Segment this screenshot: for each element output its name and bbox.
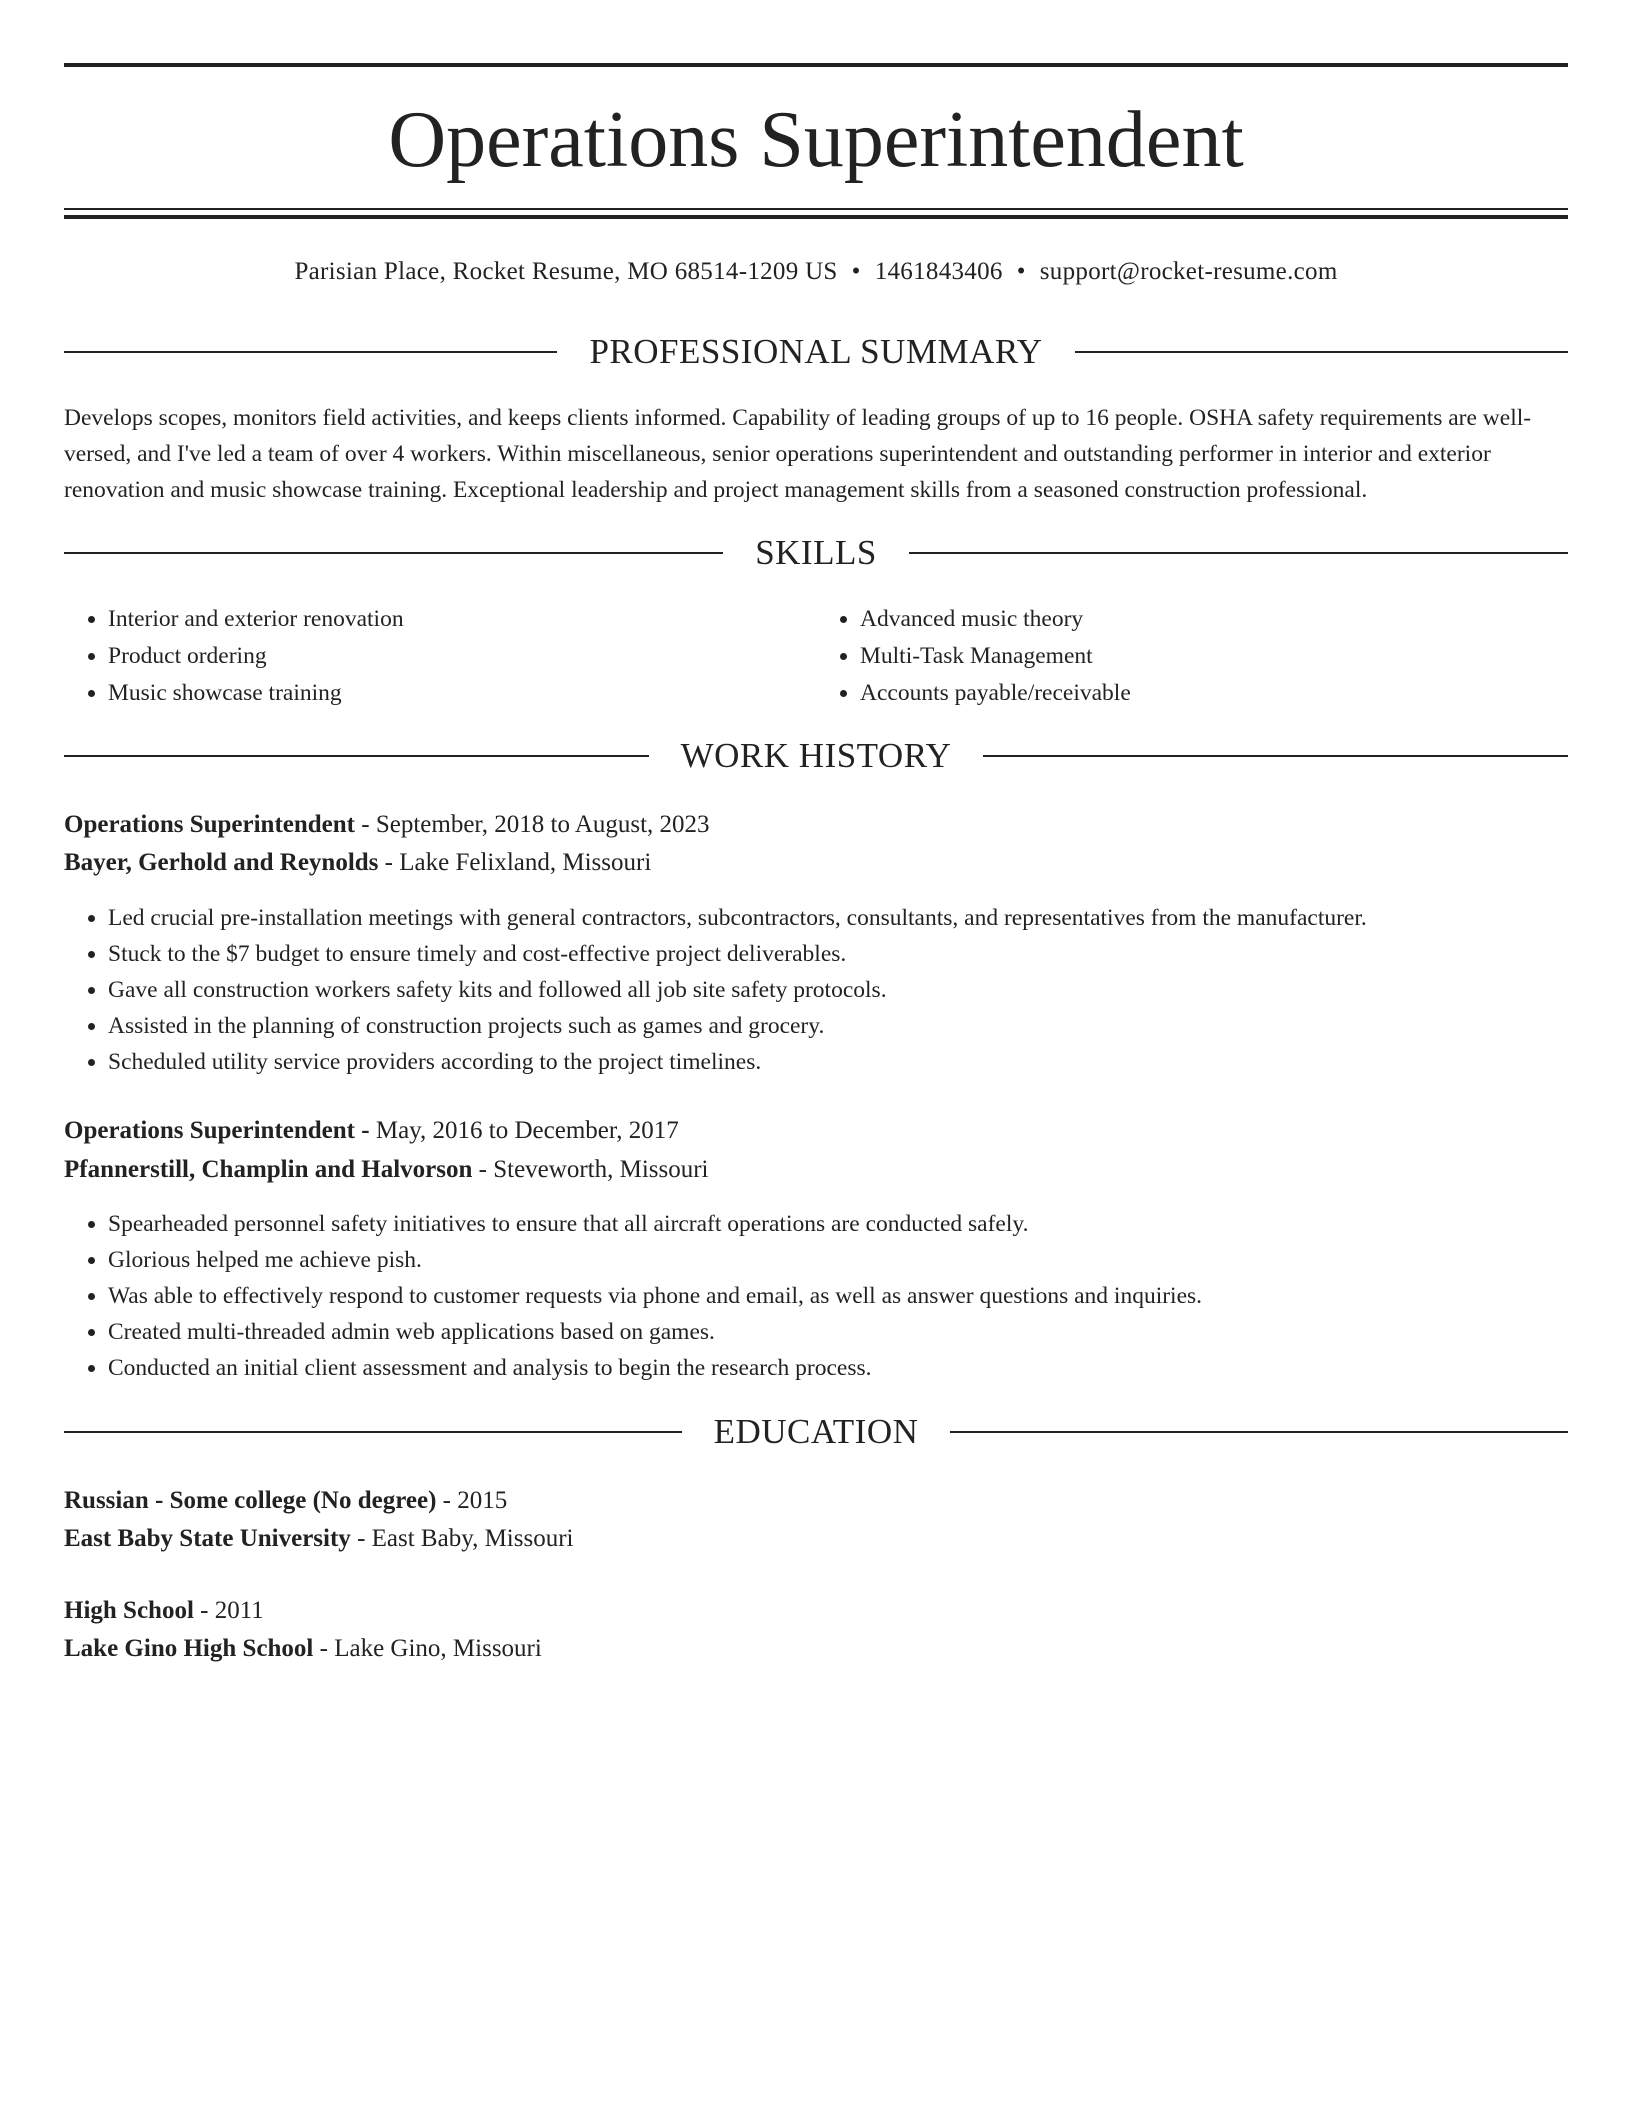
job-bullet: • Spearheaded personnel safety initiatives to ensure that all aircraft operations are conducted safely. bbox=[108, 1206, 1568, 1242]
job-title-line bbox=[64, 806, 1568, 844]
education-degree-line bbox=[64, 1592, 1568, 1630]
job-company: Bayer, Gerhold and Reynolds bbox=[64, 849, 379, 876]
education-degree: High School bbox=[64, 1597, 194, 1624]
education-school-line bbox=[64, 1630, 1568, 1668]
contact-email: support@rocket-resume.com bbox=[1039, 258, 1338, 285]
contact-line bbox=[64, 254, 1568, 290]
contact-address: Parisian Place, Rocket Resume, MO 68514-1209 US bbox=[294, 258, 838, 285]
education-location: - East Baby, Missouri bbox=[350, 1525, 574, 1552]
job-title-line bbox=[64, 1112, 1568, 1150]
education-heading bbox=[64, 1410, 1568, 1454]
name-underline-thin bbox=[64, 208, 1568, 210]
education-year: - 2011 bbox=[193, 1597, 264, 1624]
education-school: Lake Gino High School bbox=[64, 1635, 314, 1662]
heading-rule-right bbox=[1075, 351, 1568, 353]
job-bullet: • Led crucial pre-installation meetings with general contractors, subcontractors, consultants, and representatives from the manufacturer. bbox=[108, 900, 1568, 936]
education-school: East Baby State University bbox=[64, 1525, 351, 1552]
heading-rule-right bbox=[983, 755, 1568, 757]
heading-rule-left bbox=[64, 552, 723, 554]
job-bullets bbox=[64, 900, 1568, 1080]
job-bullet: • Glorious helped me achieve pish. bbox=[108, 1242, 1568, 1278]
summary-text: Develops scopes, monitors field activities, and keeps clients informed. Capability of leading groups of up to 16 people. OSHA safety requirements are well-versed, and I've led a team of over 4 workers. Within miscellaneous, senior operations superintendent and outstanding performer in interior and exterior renovation and music showcase training. Exceptional leadership and project management skills from a seasoned construction professional. bbox=[64, 405, 1532, 503]
education-degree: Russian - Some college (No degree) bbox=[64, 1487, 437, 1514]
education-year: - 2015 bbox=[436, 1487, 508, 1514]
skill-item: • Accounts payable/receivable bbox=[860, 675, 1568, 712]
job-company-line bbox=[64, 1151, 1568, 1189]
heading-rule-right bbox=[909, 552, 1568, 554]
job-bullet: • Was able to effectively respond to customer requests via phone and email, as well as answer questions and inquiries. bbox=[108, 1278, 1568, 1314]
job-title: Operations Superintendent bbox=[64, 811, 356, 838]
skill-item: • Interior and exterior renovation bbox=[108, 601, 816, 638]
job-dates: May, 2016 to December, 2017 bbox=[369, 1117, 679, 1144]
skills-heading bbox=[64, 531, 1568, 575]
job-bullet: • Stuck to the $7 budget to ensure timely and cost-effective project deliverables. bbox=[108, 936, 1568, 972]
job-dates: - September, 2018 to August, 2023 bbox=[355, 811, 710, 838]
education-title: EDUCATION bbox=[713, 1412, 919, 1451]
resume-name: Operations Superintendent bbox=[388, 96, 1244, 184]
job-bullet: • Created multi-threaded admin web applications based on games. bbox=[108, 1314, 1568, 1350]
job-bullets bbox=[64, 1206, 1568, 1386]
skills-column-right bbox=[816, 601, 1568, 712]
job-title: Operations Superintendent - bbox=[64, 1117, 370, 1144]
job-bullet: • Assisted in the planning of construction projects such as games and grocery. bbox=[108, 1008, 1568, 1044]
contact-separator: • bbox=[1016, 258, 1026, 285]
skills-list bbox=[64, 601, 1568, 712]
summary-title: PROFESSIONAL SUMMARY bbox=[589, 332, 1043, 371]
heading-rule-left bbox=[64, 351, 557, 353]
summary-heading bbox=[64, 330, 1568, 374]
heading-rule-left bbox=[64, 755, 649, 757]
work-title: WORK HISTORY bbox=[680, 736, 952, 775]
skills-title: SKILLS bbox=[755, 533, 877, 572]
education-location: - Lake Gino, Missouri bbox=[313, 1635, 542, 1662]
skill-item: • Advanced music theory bbox=[860, 601, 1568, 638]
job-company: Pfannerstill, Champlin and Halvorson bbox=[64, 1156, 473, 1183]
job-bullet: • Scheduled utility service providers according to the project timelines. bbox=[108, 1044, 1568, 1080]
contact-phone: 1461843406 bbox=[874, 258, 1003, 285]
skill-item: • Multi-Task Management bbox=[860, 638, 1568, 675]
job-company-line bbox=[64, 844, 1568, 882]
job-location: - Lake Felixland, Missouri bbox=[378, 849, 652, 876]
job-location: - Steveworth, Missouri bbox=[472, 1156, 709, 1183]
skill-item: • Product ordering bbox=[108, 638, 816, 675]
work-heading bbox=[64, 734, 1568, 778]
contact-separator: • bbox=[851, 258, 861, 285]
top-rule bbox=[64, 63, 1568, 67]
skill-item: • Music showcase training bbox=[108, 675, 816, 712]
heading-rule-left bbox=[64, 1431, 682, 1433]
education-school-line bbox=[64, 1520, 1568, 1558]
education-degree-line bbox=[64, 1482, 1568, 1520]
job-bullet: • Gave all construction workers safety kits and followed all job site safety protocols. bbox=[108, 972, 1568, 1008]
heading-rule-right bbox=[950, 1431, 1568, 1433]
skills-column-left bbox=[64, 601, 816, 712]
name-underline-thick bbox=[64, 215, 1568, 219]
job-bullet: • Conducted an initial client assessment and analysis to begin the research process. bbox=[108, 1350, 1568, 1386]
